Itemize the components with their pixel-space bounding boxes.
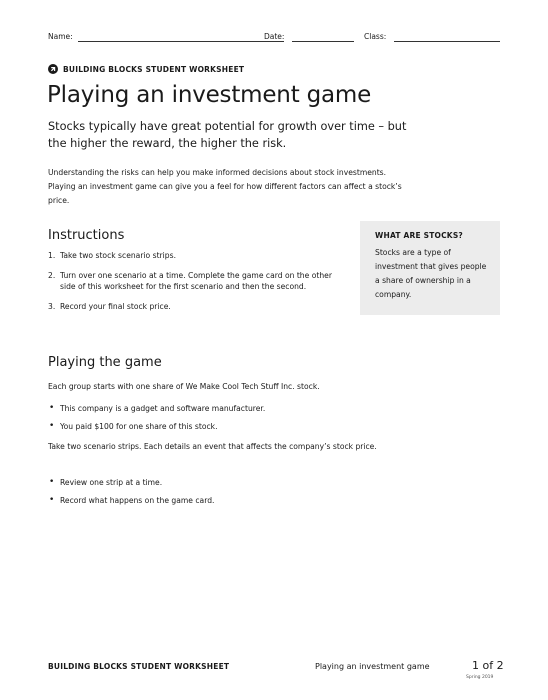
date-field[interactable]: [292, 41, 354, 42]
game-bullets-1: [48, 403, 388, 439]
brand-line: [48, 64, 244, 74]
step-number: 3.: [48, 301, 56, 311]
step-number: 1.: [48, 251, 56, 260]
step-number: 2.: [48, 270, 56, 280]
instruction-step: [48, 301, 338, 313]
intro-text: Stocks typically have great potential for growth over time – but the higher the reward, the higher the risk.: [48, 120, 407, 150]
bullet-item: • Review one strip at a time.: [48, 477, 388, 488]
class-field[interactable]: [394, 41, 500, 42]
step-text: Record your final stock price.: [60, 301, 171, 311]
page-title: Playing an investment game: [47, 82, 372, 108]
sidebox-text: Stocks are a type of investment that gives people a share of ownership in a company.: [375, 248, 487, 299]
footer-date: Spring 2019: [466, 675, 494, 680]
footer-brand: BUILDING BLOCKS STUDENT WORKSHEET: [48, 662, 230, 671]
class-label: Class:: [364, 32, 387, 41]
bullet-item: • You paid $100 for one share of this stock.: [48, 421, 388, 432]
what-are-stocks-box: [360, 221, 500, 315]
page-number: 1 of 2: [472, 659, 504, 672]
instruction-step: [48, 250, 338, 262]
date-label: Date:: [264, 32, 285, 41]
bullet-item: • Record what happens on the game card.: [48, 495, 388, 506]
name-label: Name:: [48, 32, 73, 41]
brand-label: BUILDING BLOCKS STUDENT WORKSHEET: [63, 64, 245, 74]
bullet-item: • This company is a gadget and software manufacturer.: [48, 403, 388, 414]
step-text: Turn over one scenario at a time. Complete the game card on the other side of this worksheet for the first scenario and then the second.: [60, 270, 332, 291]
instructions-list: [48, 250, 338, 320]
name-field[interactable]: [78, 41, 284, 42]
header-fields: [48, 32, 500, 44]
circle-arrow-icon: [48, 64, 58, 74]
step-text: Take two stock scenario strips.: [60, 251, 176, 260]
game-heading: Playing the game: [48, 355, 162, 370]
sidebox-title: WHAT ARE STOCKS?: [375, 231, 463, 240]
footer-title: Playing an investment game: [315, 662, 430, 671]
instructions-heading: Instructions: [48, 228, 125, 243]
intro-paragraph: Understanding the risks can help you make informed decisions about stock investments. Playing an investment game can give you a feel for how different factors can affect a stock’s price.: [48, 168, 402, 205]
game-bullets-2: [48, 477, 388, 513]
game-paragraph-1: Each group starts with one share of We Make Cool Tech Stuff Inc. stock.: [48, 382, 320, 391]
game-paragraph-2: Take two scenario strips. Each details an event that affects the company’s stock price.: [48, 442, 377, 451]
instruction-step: [48, 270, 338, 293]
